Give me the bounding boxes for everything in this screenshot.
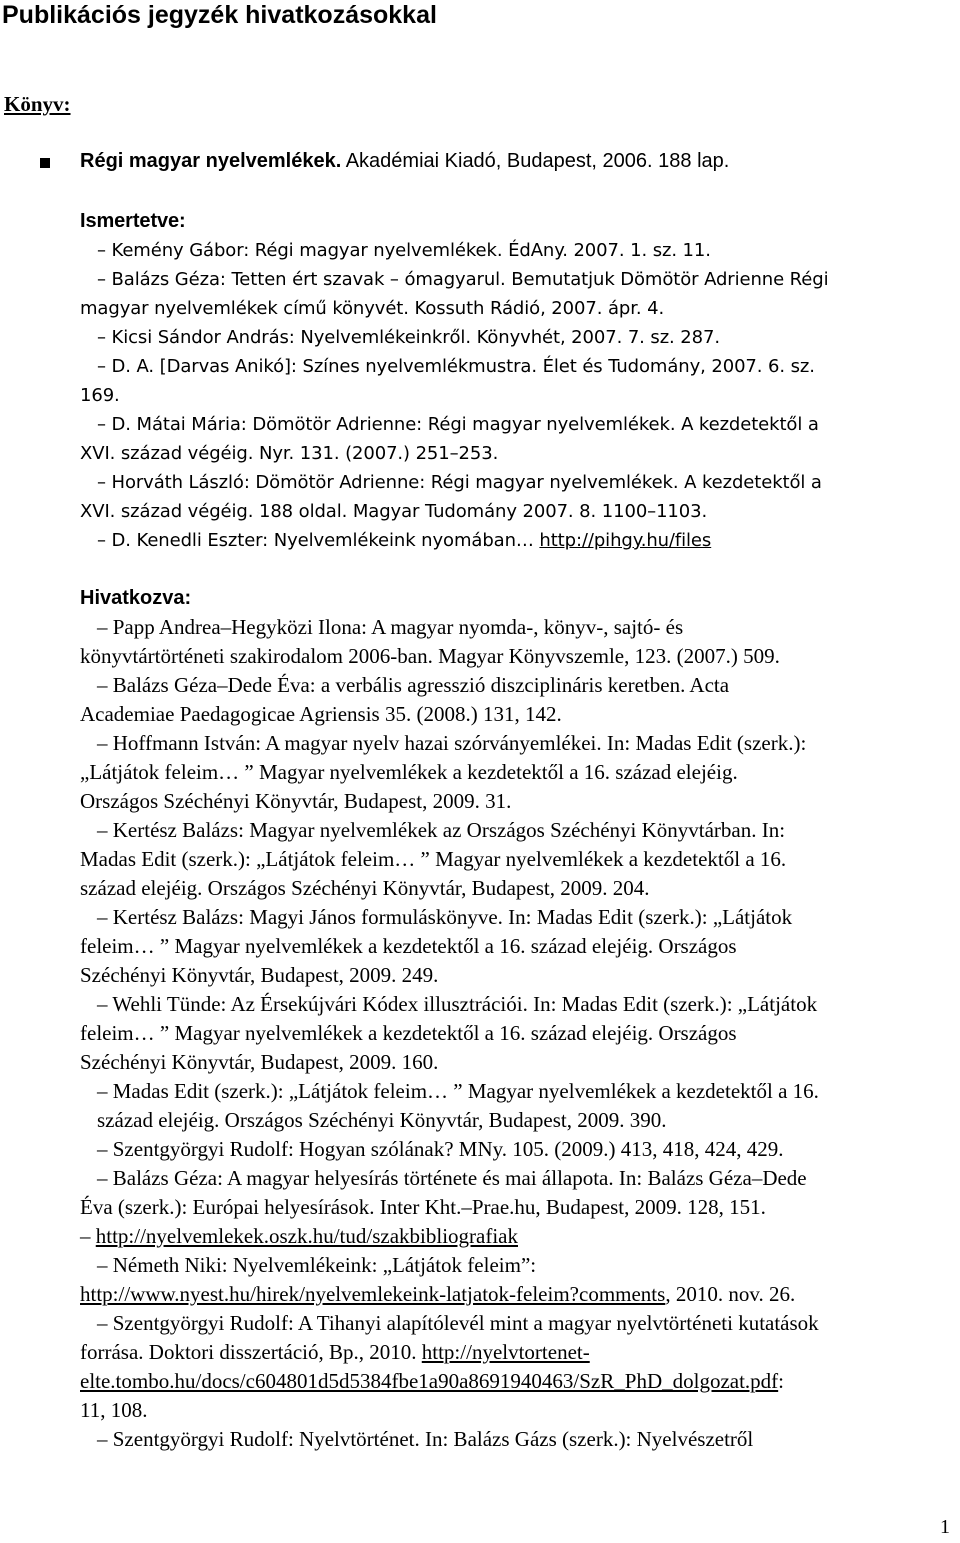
reviews-section [80, 207, 950, 555]
page-number: 1 [940, 1516, 950, 1538]
citation-line: könyvtártörténeti szakirodalom 2006-ban. Magyar Könyvszemle, 123. (2007.) 509. [80, 644, 780, 668]
citation-line-with-link [80, 1367, 950, 1396]
pihgy-link[interactable]: http://pihgy.hu/files [539, 530, 712, 551]
citation-line-with-link [80, 1280, 950, 1309]
reviews-heading: Ismertetve: [80, 210, 186, 232]
citation-tail: : [778, 1369, 785, 1393]
citation-line: – Kertész Balázs: Magyar nyelvemlékek az Országos Széchényi Könyvtárban. In: [97, 818, 786, 842]
review-line-with-link [80, 526, 950, 555]
review-line: – Kicsi Sándor András: Nyelvemlékeinkről. Könyvhét, 2007. 7. sz. 287. [97, 327, 720, 348]
page-title: Publikációs jegyzék hivatkozásokkal [2, 1, 437, 29]
citations-section [80, 584, 950, 1454]
citation-line: feleim… ” Magyar nyelvemlékek a kezdetektől a 16. század elejéig. Országos [80, 934, 737, 958]
review-line: – D. A. [Darvas Anikó]: Színes nyelvemlékmustra. Élet és Tudomány, 2007. 6. sz. [97, 356, 815, 377]
citation-tail: , 2010. nov. 26. [665, 1282, 796, 1306]
dissertation-pdf-link[interactable]: elte.tombo.hu/docs/c604801d5d5384fbe1a90a8691940463/SzR_PhD_dolgozat.pdf [80, 1369, 779, 1393]
book-details: Akadémiai Kiadó, Budapest, 2006. 188 lap. [341, 150, 730, 172]
citation-line: – Balázs Géza: A magyar helyesírás története és mai állapota. In: Balázs Géza–Dede [97, 1166, 807, 1190]
citation-line: Éva (szerk.): Európai helyesírások. Inter Kht.–Prae.hu, Budapest, 2009. 128, 151. [80, 1195, 766, 1219]
citation-line: – Kertész Balázs: Magyi János formuláskönyve. In: Madas Edit (szerk.): „Látjátok [97, 905, 793, 929]
citation-line: Madas Edit (szerk.): „Látjátok feleim… ” Magyar nyelvemlékek a kezdetektől a 16. [80, 847, 787, 871]
citation-line: – Wehli Tünde: Az Érsekújvári Kódex illusztrációi. In: Madas Edit (szerk.): „Látjátok [97, 992, 818, 1016]
citation-line: Academiae Paedagogicae Agriensis 35. (2008.) 131, 142. [80, 702, 562, 726]
citation-line: 11, 108. [80, 1398, 148, 1422]
citation-line: – Papp Andrea–Hegyközi Ilona: A magyar nyomda-, könyv-, sajtó- és [97, 615, 684, 639]
citation-line-with-link: – http://nyelvemlekek.oszk.hu/tud/szakbibliografiak [80, 1224, 518, 1248]
nyelvtortenet-link[interactable]: http://nyelvtortenet- [421, 1340, 590, 1364]
review-line: 169. [80, 385, 120, 406]
citation-line: „Látjátok feleim… ” Magyar nyelvemlékek a kezdetektől a 16. század elejéig. [80, 760, 738, 784]
nyelvemlekek-link[interactable]: http://nyelvemlekek.oszk.hu/tud/szakbibliografiak [95, 1224, 518, 1248]
citation-line: – Szentgyörgyi Rudolf: Hogyan szólának? MNy. 105. (2009.) 413, 418, 424, 429. [97, 1137, 784, 1161]
citation-line: Széchényi Könyvtár, Budapest, 2009. 249. [80, 963, 439, 987]
citation-line: század elejéig. Országos Széchényi Könyvtár, Budapest, 2009. 204. [80, 876, 650, 900]
citation-line: – Szentgyörgyi Rudolf: Nyelvtörténet. In: Balázs Gázs (szerk.): Nyelvészetről [97, 1427, 754, 1451]
review-line: magyar nyelvemlékek című könyvét. Kossuth Rádió, 2007. ápr. 4. [80, 298, 665, 319]
citation-line: – Hoffmann István: A magyar nyelv hazai szórványemlékei. In: Madas Edit (szerk.): [97, 731, 807, 755]
book-title: Régi magyar nyelvemlékek. [80, 150, 342, 172]
citation-text: forrása. Doktori disszertáció, Bp., 2010. [80, 1340, 422, 1364]
citation-line: Széchényi Könyvtár, Budapest, 2009. 160. [80, 1050, 439, 1074]
citation-line: feleim… ” Magyar nyelvemlékek a kezdetektől a 16. század elejéig. Országos [80, 1021, 737, 1045]
citation-line-with-link [80, 1338, 950, 1367]
citation-line: Országos Széchényi Könyvtár, Budapest, 2009. 31. [80, 789, 512, 813]
citation-line: – Szentgyörgyi Rudolf: A Tihanyi alapítólevél mint a magyar nyelvtörténeti kutatások [97, 1311, 819, 1335]
book-entry [80, 150, 729, 173]
review-line: – Horváth László: Dömötör Adrienne: Régi magyar nyelvemlékek. A kezdetektől a [97, 472, 822, 493]
review-line: XVI. század végéig. 188 oldal. Magyar Tudomány 2007. 8. 1100–1103. [80, 501, 708, 522]
review-line: – Kemény Gábor: Régi magyar nyelvemlékek. ÉdAny. 2007. 1. sz. 11. [97, 240, 711, 261]
review-line: – D. Mátai Mária: Dömötör Adrienne: Régi magyar nyelvemlékek. A kezdetektől a [97, 414, 819, 435]
review-line: XVI. század végéig. Nyr. 131. (2007.) 251–253. [80, 443, 499, 464]
citations-heading: Hivatkozva: [80, 587, 192, 609]
citation-line: – Madas Edit (szerk.): „Látjátok feleim… ” Magyar nyelvemlékek a kezdetektől a 16. [97, 1079, 819, 1103]
citation-line: – Németh Niki: Nyelvemlékeink: „Látjátok feleim”: [97, 1253, 537, 1277]
square-bullet-icon [40, 158, 50, 168]
review-line: – Balázs Géza: Tetten ért szavak – ómagyarul. Bemutatjuk Dömötör Adrienne Régi [97, 269, 829, 290]
citation-line: – Balázs Géza–Dede Éva: a verbális agresszió diszciplináris keretben. Acta [97, 673, 730, 697]
citation-line: század elejéig. Országos Széchényi Könyvtár, Budapest, 2009. 390. [97, 1108, 667, 1132]
nyest-link[interactable]: http://www.nyest.hu/hirek/nyelvemlekeink-latjatok-feleim?comments [80, 1282, 666, 1306]
section-heading-konyv: Könyv: [4, 92, 71, 116]
review-line-text: – D. Kenedli Eszter: Nyelvemlékeink nyomában… [97, 530, 540, 551]
